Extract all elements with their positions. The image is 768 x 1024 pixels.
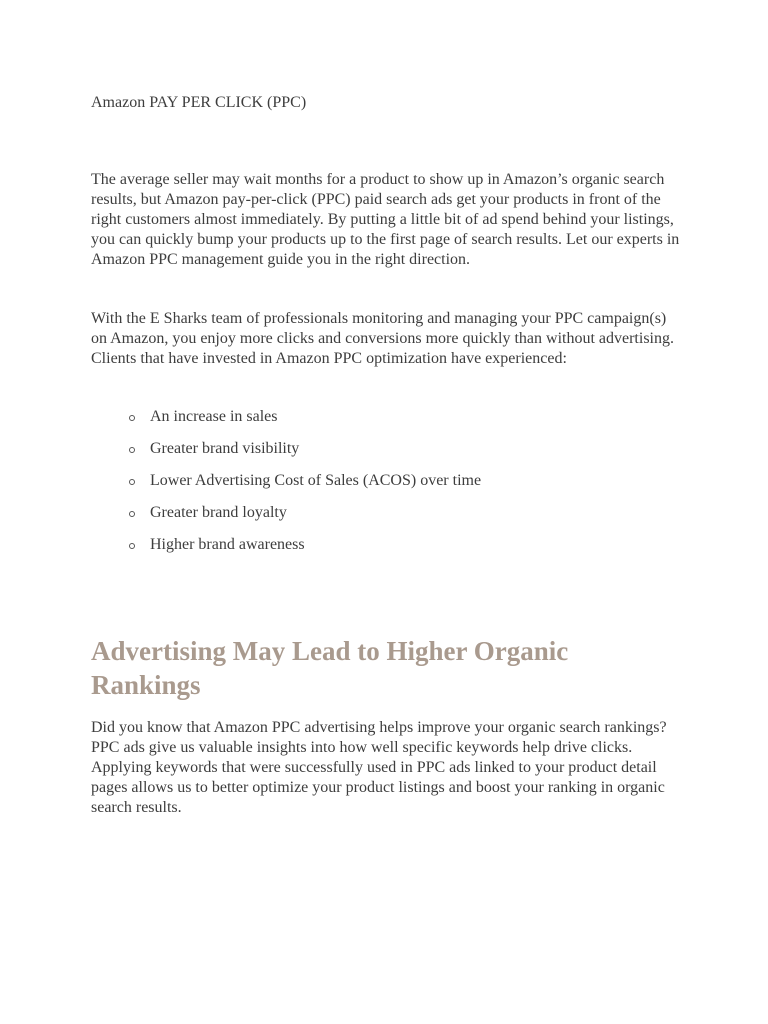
list-item: [91, 503, 481, 535]
list-item-text: Greater brand loyalty: [150, 504, 287, 521]
circle-bullet-icon: [129, 543, 135, 549]
intro-paragraph: The average seller may wait months for a product to show up in Amazon’s organic search results, but Amazon pay-per-click (PPC) paid search ads get your products in front of the right customers almost immediately. By putting a little bit of ad spend behind your listings, you can quickly bump your products up to the first page of search results. Let our experts in Amazon PPC management guide you in the right direction.: [91, 171, 680, 268]
circle-bullet-icon: [129, 511, 135, 517]
circle-bullet-icon: [129, 479, 135, 485]
list-item-text: Greater brand visibility: [150, 440, 300, 457]
list-item: [91, 535, 481, 567]
list-item: [91, 439, 481, 471]
list-item: [91, 471, 481, 503]
circle-bullet-icon: [129, 415, 135, 421]
document-title: Amazon PAY PER CLICK (PPC): [91, 94, 307, 111]
team-paragraph: With the E Sharks team of professionals monitoring and managing your PPC campaign(s) on Amazon, you enjoy more clicks and conversions more quickly than without advertising. Clients that have invested in Amazon PPC optimization have experienced:: [91, 310, 674, 367]
list-item: [91, 407, 481, 439]
circle-bullet-icon: [129, 447, 135, 453]
benefits-list: [91, 407, 481, 567]
section-paragraph: Did you know that Amazon PPC advertising helps improve your organic search rankings? PPC ads give us valuable insights into how well specific keywords help drive clicks. Applying keywords that were successfully used in PPC ads linked to your product detail pages allows us to better optimize your product listings and boost your ranking in organic search results.: [91, 719, 667, 816]
list-item-text: Lower Advertising Cost of Sales (ACOS) over time: [150, 472, 482, 489]
list-item-text: Higher brand awareness: [150, 536, 305, 553]
section-heading: Advertising May Lead to Higher Organic Rankings: [91, 636, 569, 700]
list-item-text: An increase in sales: [150, 408, 278, 425]
